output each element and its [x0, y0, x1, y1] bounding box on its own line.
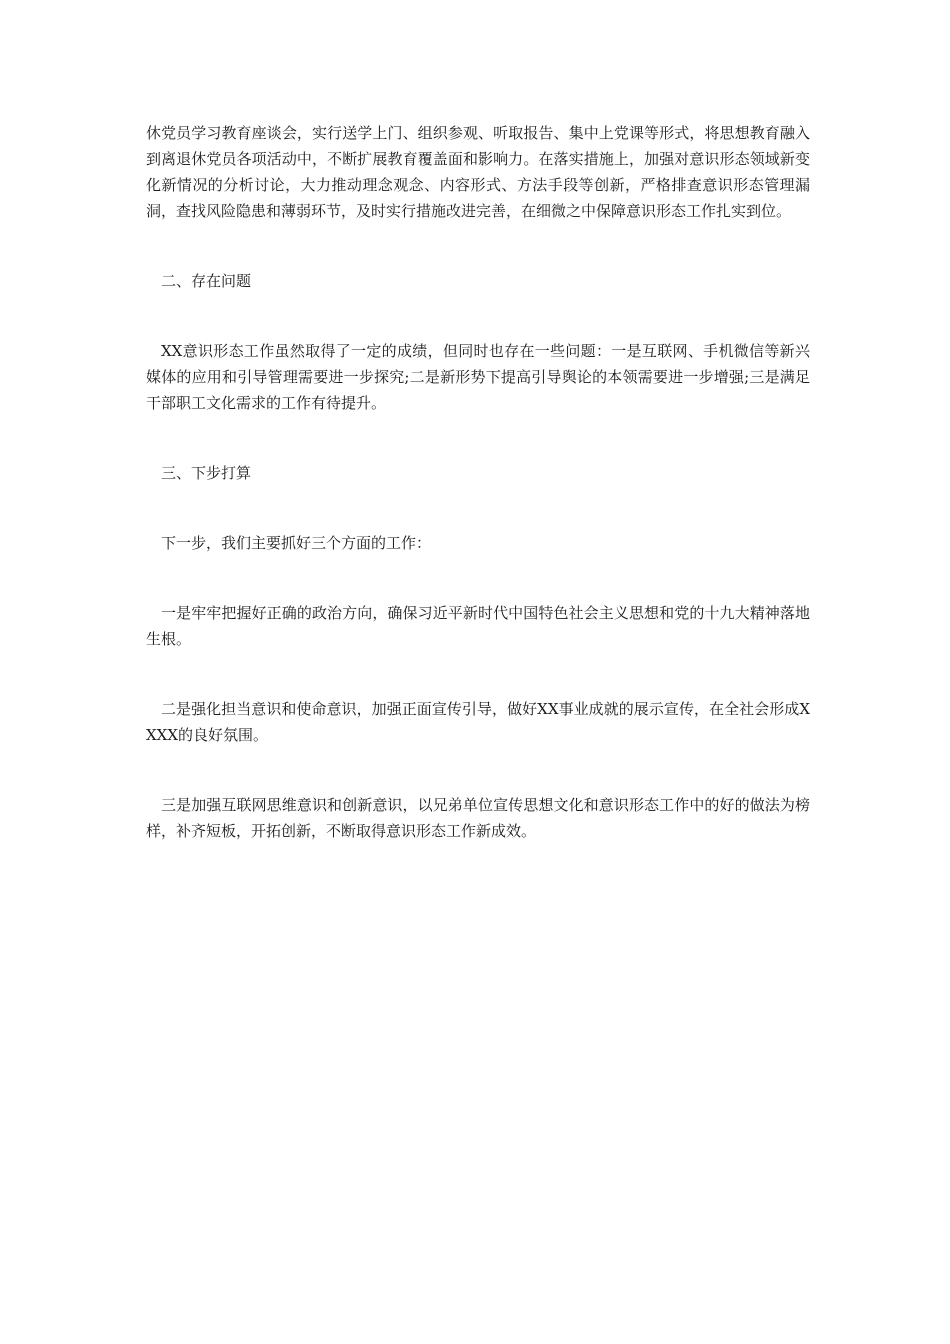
spacer [146, 224, 810, 268]
plan-item-2: 二是强化担当意识和使命意识，加强正面宣传引导，做好XX事业成就的展示宣传，在全社会形成XXXX的良好氛围。 [146, 700, 810, 744]
spacer [146, 556, 810, 600]
plan-item-3: 三是加强互联网思维意识和创新意识，以兄弟单位宣传思想文化和意识形态工作中的好的做法为榜样，补齐短板，开拓创新，不断取得意识形态工作新成效。 [146, 796, 810, 840]
section-heading-problems: 二、存在问题 [161, 272, 252, 290]
plan-item-1: 一是牢牢把握好正确的政治方向，确保习近平新时代中国特色社会主义思想和党的十九大精神落地生根。 [146, 604, 810, 648]
section-heading-plans: 三、下步打算 [161, 464, 252, 482]
document-body [146, 120, 810, 844]
spacer [146, 486, 810, 530]
spacer [146, 416, 810, 460]
spacer [146, 652, 810, 696]
plans-intro-paragraph: 下一步，我们主要抓好三个方面的工作： [161, 534, 432, 552]
problems-paragraph: XX意识形态工作虽然取得了一定的成绩，但同时也存在一些问题：一是互联网、手机微信等新兴媒体的应用和引导管理需要进一步探究;二是新形势下提高引导舆论的本领需要进一步增强;三是满足干部职工文化需求的工作有待提升。 [146, 342, 810, 412]
spacer [146, 748, 810, 792]
spacer [146, 294, 810, 338]
intro-paragraph: 休党员学习教育座谈会，实行送学上门、组织参观、听取报告、集中上党课等形式，将思想教育融入到离退休党员各项活动中，不断扩展教育覆盖面和影响力。在落实措施上，加强对意识形态领域新变化新情况的分析讨论，大力推动理念观念、内容形式、方法手段等创新，严格排查意识形态管理漏洞，查找风险隐患和薄弱环节，及时实行措施改进完善，在细微之中保障意识形态工作扎实到位。 [146, 124, 810, 220]
